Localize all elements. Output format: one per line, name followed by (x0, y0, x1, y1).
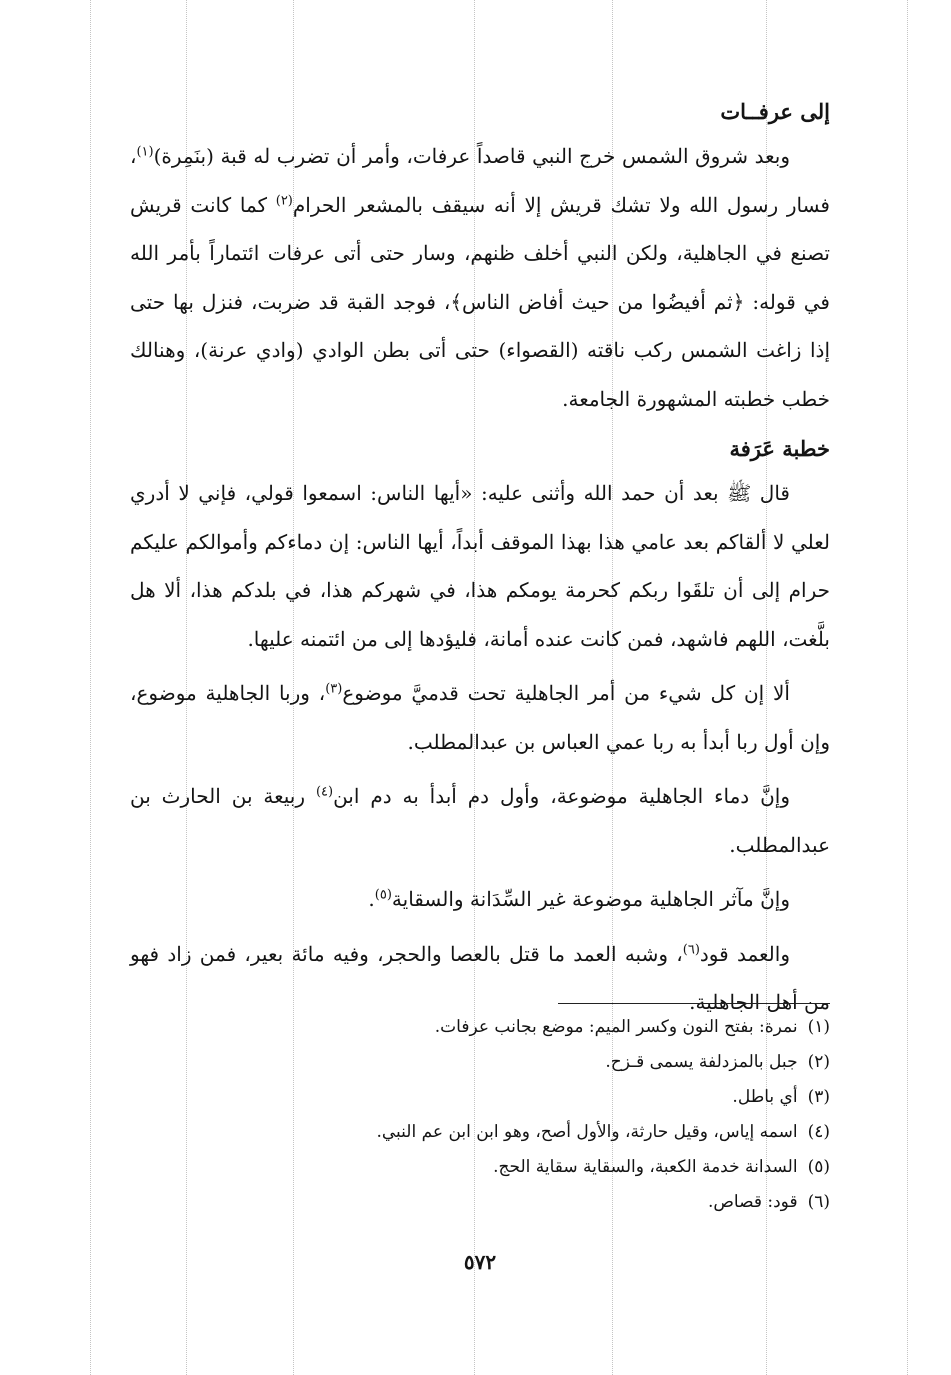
footnote-ref: (٤) (315, 784, 334, 800)
footnote (130, 1045, 830, 1080)
footnote-ref: (٥) (374, 887, 392, 903)
footnote-number: (٦) (807, 1192, 830, 1212)
text-run: ، وشبه العمد ما قتل بالعصا والحجر، وفيه مائة بعير، فمن زاد فهو من أهل الجاهلية. (130, 941, 830, 1014)
text-run: وإنَّ دماء الجاهلية موضوعة، وأول دم أبدأ به دم ابن (333, 784, 790, 808)
main-text (130, 92, 830, 1027)
footnote-number: (١) (807, 1017, 830, 1037)
footnote-text: قود: قصاص. (707, 1192, 798, 1212)
page-number: ٥٧٢ (463, 1250, 497, 1274)
footnote-number: (٢) (807, 1052, 830, 1072)
footnote-number: (٥) (807, 1157, 830, 1177)
footnote-ref: (٢) (275, 192, 293, 208)
footnote (130, 1185, 830, 1220)
text-run: ، فسار رسول الله ولا تشك قريش إلا أنه سيقف بالمشعر الحرام (130, 144, 830, 217)
footnote-divider (558, 1003, 830, 1004)
footnote-ref: (٦) (682, 941, 700, 957)
footnote (130, 1080, 830, 1115)
footnote (130, 1150, 830, 1185)
footnote-number: (٤) (807, 1122, 830, 1142)
text-run: ، وربا الجاهلية موضوع، وإن أول ربا أبدأ به ربا عمي العباس بن عبدالمطلب. (130, 681, 830, 754)
text-run: وإنَّ مآثر الجاهلية موضوعة غير السِّدَانة والسقاية (391, 887, 790, 911)
dotted-guide-line (90, 0, 91, 1375)
footnote-text: نمرة: بفتح النون وكسر الميم: موضع بجانب عرفات. (434, 1017, 798, 1037)
footnote-ref: (٣) (325, 681, 343, 697)
paragraph (130, 669, 830, 766)
paragraph (130, 469, 830, 663)
text-run: والعمد قود (699, 941, 790, 966)
footnote-text: السدانة خدمة الكعبة، والسقاية سقاية الحج. (493, 1157, 798, 1177)
footnote (130, 1115, 830, 1150)
dotted-guide-line (907, 0, 908, 1375)
paragraph (130, 772, 830, 869)
text-run: . (368, 887, 375, 911)
text-run: ربيعة بن الحارث بن عبدالمطلب. (130, 784, 830, 857)
text-run: كما كانت قريش تصنع في الجاهلية، ولكن النبي أخلف ظنهم، وسار حتى أتى عرفات ائتماراً بأمر الله في قوله: ﴿ثم أفيضُوا من حيث أفاض الناس﴾، فوجد القبة قد ضربت، فنزل بها حتى إذا زاغت الشمس ركب ناقته (القصواء) حتى أتى بطن الوادي (وادي عرنة)، وهنالك خطب خطبته المشهورة الجامعة. (130, 192, 830, 411)
text-run: ألا إن كل شيء من أمر الجاهلية تحت قدميَّ موضوع (342, 681, 790, 705)
section-heading-arafat: إلى عرفــات (720, 99, 830, 124)
text-run: وبعد شروق الشمس خرج النبي قاصداً عرفات، وأمر أن تضرب له قبة (بنَمِرة) (153, 144, 790, 168)
footnote (130, 1010, 830, 1045)
footnote-text: جبل بالمزدلفة يسمى قـزح. (605, 1052, 798, 1072)
footnotes (130, 1010, 830, 1220)
paragraph (130, 132, 830, 423)
footnote-text: أي باطل. (732, 1087, 798, 1107)
footnote-number: (٣) (807, 1087, 830, 1107)
footnote-text: اسمه إياس، وقيل حارثة، والأول أصح، وهو ابن ابن عم النبي. (376, 1122, 798, 1142)
text-run: قال ﷺ بعد أن حمد الله وأثنى عليه: «أيها الناس: اسمعوا قولي، فإني لا أدري لعلي لا ألقاكم بعد عامي هذا بهذا الموقف أبداً، أيها الناس: إن دماءكم وأموالكم عليكم حرام إلى أن تلقَوا ربكم كحرمة يومكم هذا، في شهركم هذا، في بلدكم هذا، ألا هل بلَّغت، اللهم فاشهد، فمن كانت عنده أمانة، فليؤدها إلى من ائتمنه عليها. (130, 481, 830, 651)
section-heading-arafa-sermon: خطبة عَرَفة (729, 436, 830, 461)
paragraph (130, 875, 830, 924)
footnote-ref: (١) (136, 144, 154, 160)
